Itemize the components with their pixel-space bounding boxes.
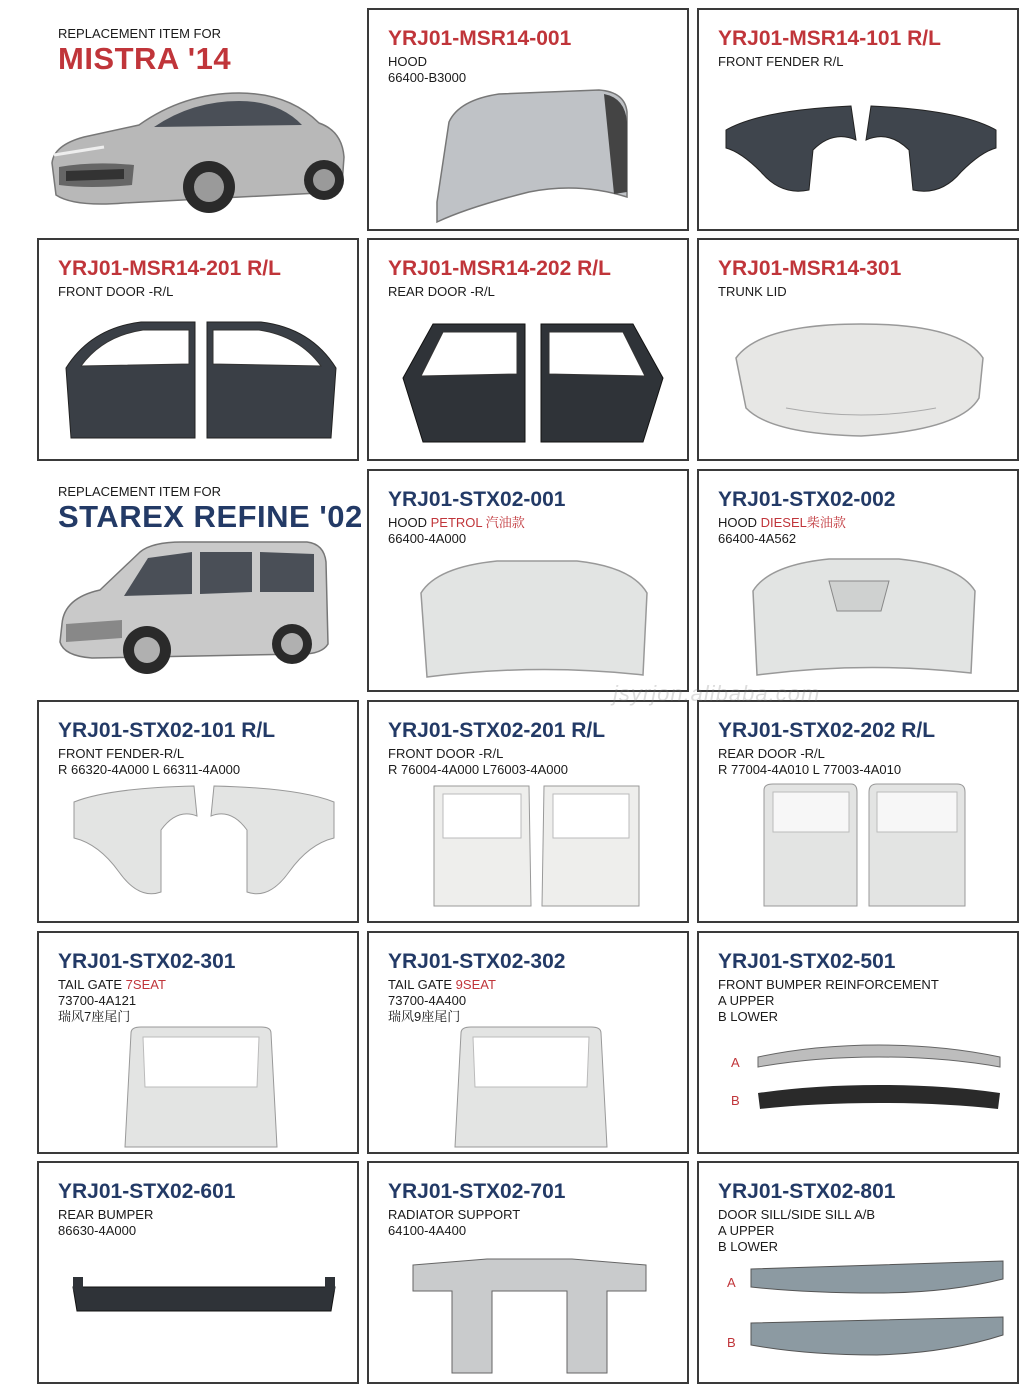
part-code: YRJ01-MSR14-101 R/L xyxy=(718,27,941,50)
part-description xyxy=(388,284,495,300)
part-code: YRJ01-MSR14-301 xyxy=(718,257,902,280)
part-line-prefix: TAIL GATE xyxy=(388,977,456,992)
part-line: R 77004-4A010 L 77003-4A010 xyxy=(718,762,902,777)
part-code: YRJ01-STX02-002 xyxy=(718,488,896,511)
van-car-image xyxy=(52,532,334,682)
front-bumper-reinforcement-image xyxy=(754,1037,1004,1119)
part-line: A UPPER xyxy=(718,1223,775,1238)
part-code: YRJ01-STX02-801 xyxy=(718,1180,896,1203)
label-b: B xyxy=(731,1093,740,1108)
part-line: 66400-4A000 xyxy=(388,531,467,546)
front-door-image xyxy=(429,780,649,910)
part-line: FRONT FENDER-R/L xyxy=(58,746,185,761)
part-card xyxy=(37,700,359,923)
part-card xyxy=(697,238,1019,461)
part-line: HOOD xyxy=(388,54,427,69)
part-line: 73700-4A121 xyxy=(58,993,137,1008)
part-description xyxy=(388,746,568,778)
part-line-prefix: HOOD xyxy=(718,515,761,530)
part-line-prefix: HOOD xyxy=(388,515,431,530)
part-line: FRONT DOOR -R/L xyxy=(58,284,174,299)
section-model-title: STAREX REFINE '02 xyxy=(58,499,363,534)
sedan-car-image xyxy=(44,85,346,220)
part-card xyxy=(37,238,359,461)
part-description xyxy=(388,977,496,1025)
part-card xyxy=(367,931,689,1154)
watermark: jsyrjon.alibaba.com xyxy=(613,681,821,706)
part-line: R 66320-4A000 L 66311-4A000 xyxy=(58,762,241,777)
part-code: YRJ01-MSR14-201 R/L xyxy=(58,257,281,280)
hood-petrol-image xyxy=(417,553,652,685)
part-code: YRJ01-STX02-301 xyxy=(58,950,236,973)
part-line-highlight: 9SEAT xyxy=(455,977,496,992)
hood-diesel-image xyxy=(749,551,979,683)
part-line-highlight: PETROL 汽油款 xyxy=(430,515,525,530)
part-card xyxy=(367,8,689,231)
part-card xyxy=(697,8,1019,231)
part-line: RADIATOR SUPPORT xyxy=(388,1207,521,1222)
part-line: B LOWER xyxy=(718,1239,778,1254)
part-description xyxy=(58,284,173,300)
part-line: 73700-4A400 xyxy=(388,993,467,1008)
label-a: A xyxy=(731,1055,740,1070)
part-card xyxy=(697,1161,1019,1384)
hood-image xyxy=(429,82,639,227)
part-line: 瑞风9座尾门 xyxy=(388,1009,461,1024)
part-code: YRJ01-STX02-201 R/L xyxy=(388,719,606,742)
part-card xyxy=(367,700,689,923)
part-description xyxy=(718,977,939,1025)
part-line xyxy=(718,515,846,531)
part-code: YRJ01-STX02-001 xyxy=(388,488,566,511)
part-description xyxy=(718,746,901,778)
part-code: YRJ01-STX02-202 R/L xyxy=(718,719,936,742)
part-line: DOOR SILL/SIDE SILL A/B xyxy=(718,1207,876,1222)
part-description xyxy=(388,1207,520,1239)
part-line: R 76004-4A000 L76003-4A000 xyxy=(388,762,568,777)
part-card xyxy=(367,238,689,461)
part-card xyxy=(697,931,1019,1154)
part-description xyxy=(718,515,846,547)
part-line: 86630-4A000 xyxy=(58,1223,137,1238)
part-line-highlight: 7SEAT xyxy=(125,977,166,992)
part-code: YRJ01-STX02-701 xyxy=(388,1180,566,1203)
part-line: REAR BUMPER xyxy=(58,1207,154,1222)
front-fender-image xyxy=(69,782,339,907)
part-description xyxy=(388,515,525,547)
part-card xyxy=(697,700,1019,923)
rear-door-image xyxy=(759,782,971,910)
part-line: 64100-4A400 xyxy=(388,1223,467,1238)
part-code: YRJ01-STX02-501 xyxy=(718,950,896,973)
radiator-support-image xyxy=(407,1251,652,1376)
part-card xyxy=(37,1161,359,1384)
part-line: 66400-B3000 xyxy=(388,70,467,85)
part-code: YRJ01-STX02-302 xyxy=(388,950,566,973)
part-code: YRJ01-MSR14-202 R/L xyxy=(388,257,611,280)
part-line: FRONT FENDER R/L xyxy=(718,54,844,69)
part-line-prefix: TAIL GATE xyxy=(58,977,126,992)
part-line: FRONT DOOR -R/L xyxy=(388,746,504,761)
part-description xyxy=(718,54,843,70)
tail-gate-image xyxy=(451,1025,611,1150)
part-line: 66400-4A562 xyxy=(718,531,797,546)
part-line: TRUNK LID xyxy=(718,284,787,299)
label-b: B xyxy=(727,1335,736,1350)
part-line: FRONT BUMPER REINFORCEMENT xyxy=(718,977,939,992)
part-description xyxy=(58,1207,153,1239)
part-card xyxy=(367,1161,689,1384)
part-card xyxy=(697,469,1019,692)
section-model-title: MISTRA '14 xyxy=(58,41,232,76)
section-kicker: REPLACEMENT ITEM FOR xyxy=(58,26,222,41)
part-line: 瑞风7座尾门 xyxy=(58,1009,131,1024)
part-description xyxy=(718,284,787,300)
part-description xyxy=(58,746,240,778)
tail-gate-image xyxy=(121,1025,281,1150)
section-kicker: REPLACEMENT ITEM FOR xyxy=(58,484,222,499)
front-door-image xyxy=(61,318,341,443)
part-card xyxy=(367,469,689,692)
trunk-lid-image xyxy=(731,318,991,443)
part-description xyxy=(718,1207,875,1255)
door-sill-image xyxy=(747,1259,1007,1369)
part-line: B LOWER xyxy=(718,1009,778,1024)
part-card xyxy=(37,931,359,1154)
part-line xyxy=(388,515,525,531)
part-line xyxy=(388,977,496,993)
part-code: YRJ01-MSR14-001 xyxy=(388,27,572,50)
part-line: REAR DOOR -R/L xyxy=(388,284,495,299)
part-description xyxy=(58,977,166,1025)
part-line-highlight: DIESEL柴油款 xyxy=(760,515,846,530)
part-code: YRJ01-STX02-601 xyxy=(58,1180,236,1203)
part-line: A UPPER xyxy=(718,993,775,1008)
part-line: REAR DOOR -R/L xyxy=(718,746,825,761)
front-fender-image xyxy=(721,100,1001,200)
rear-door-image xyxy=(393,318,673,448)
rear-bumper-image xyxy=(69,1271,339,1331)
part-code: YRJ01-STX02-101 R/L xyxy=(58,719,276,742)
label-a: A xyxy=(727,1275,736,1290)
part-line xyxy=(58,977,166,993)
